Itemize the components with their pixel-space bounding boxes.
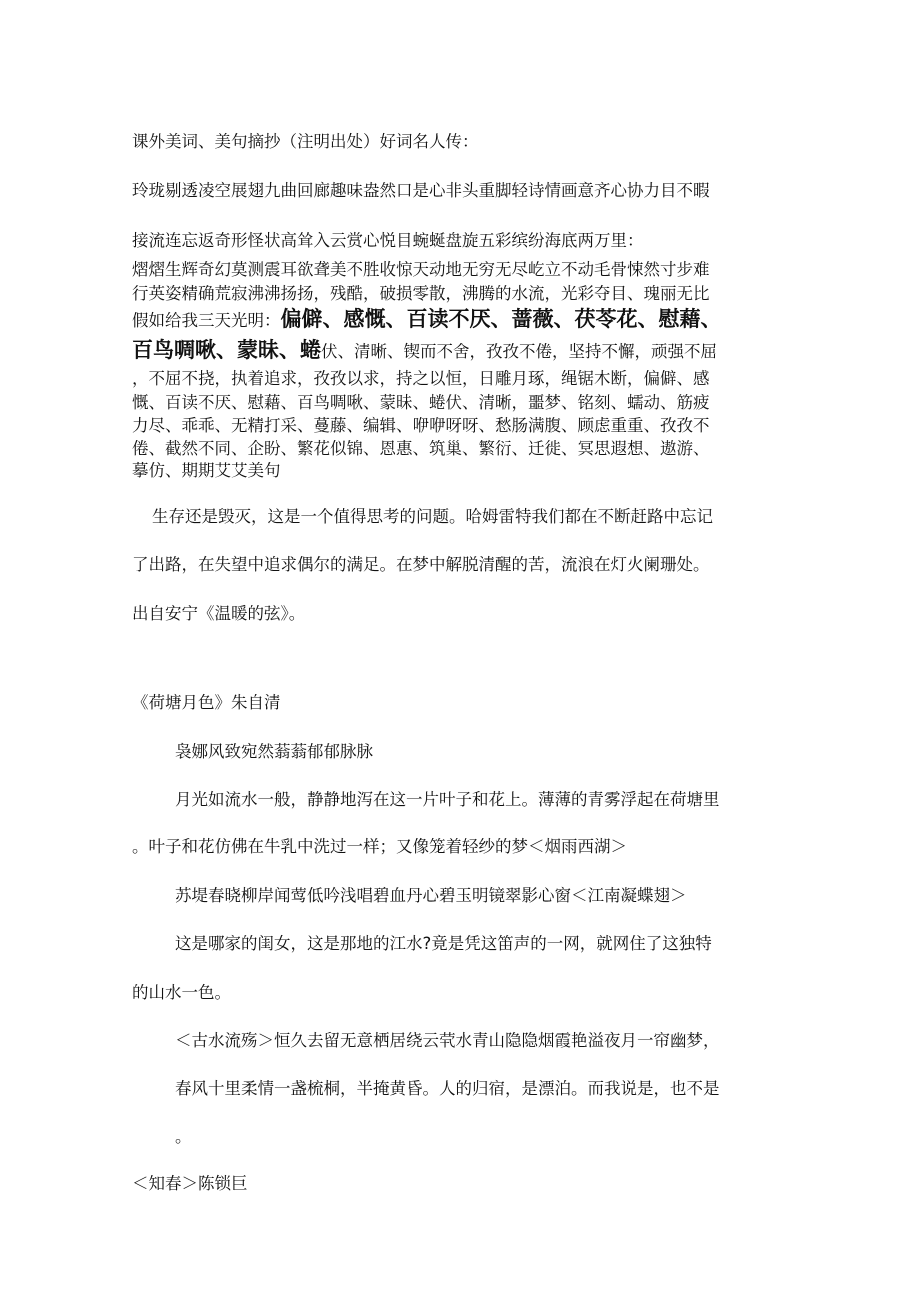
- vocab-line-4: 行英姿精确荒寂沸沸扬扬，残酷，破损零散，沸腾的水流，光彩夺目、瑰丽无比: [132, 284, 710, 303]
- essay-title-hetang: 《荷塘月色》朱自清: [132, 693, 281, 712]
- vocab-line-10: 倦、截然不同、企盼、繁花似锦、恩惠、筑巢、繁衍、迁徙、冥思遐想、遨游、: [132, 439, 710, 458]
- vocab-line-7: ，不屈不挠，执着追求，孜孜以求，持之以恒，日雕月琢，绳锯木断，偏僻、感: [132, 369, 710, 388]
- hetang-line-9: 。: [175, 1127, 192, 1146]
- hetang-line-4: 苏堤春晓柳岸闻莺低吟浅唱碧血丹心碧玉明镜翠影心窗＜江南凝蝶翅＞: [175, 886, 687, 905]
- essay-title-zhichun: ＜知春＞陈锁巨: [132, 1174, 248, 1193]
- hetang-line-6: 的山水一色。: [132, 983, 231, 1002]
- quote-line-2: 了出路，在失望中追求偶尔的满足。在梦中解脱清醒的苦，流浪在灯火阑珊处。: [132, 555, 710, 574]
- hetang-line-3: 。叶子和花仿佛在牛乳中洗过一样；又像笼着轻纱的梦＜烟雨西湖＞: [132, 837, 627, 856]
- book-title-label: 假如给我三天光明：: [132, 311, 281, 330]
- hetang-line-8: 春风十里柔情一盏梳桐，半掩黄昏。人的归宿，是漂泊。而我说是，也不是: [175, 1079, 720, 1098]
- vocab-line-9: 力尽、乖乖、无精打采、蔓藤、编辑、咿咿呀呀、愁肠满腹、顾虑重重、孜孜不: [132, 416, 710, 435]
- vocab-line-5: [132, 309, 722, 331]
- vocab-line-2: 接流连忘返奇形怪状高耸入云赏心悦目蜿蜒盘旋五彩缤纷海底两万里：: [132, 231, 644, 250]
- vocab-normal-2: 伏、清晰、锲而不舍，孜孜不倦，坚持不懈，顽强不屈: [321, 342, 717, 361]
- vocab-large-2: 百鸟啁啾、蒙昧、蜷: [132, 338, 321, 362]
- vocab-line-6: [132, 340, 717, 362]
- quote-line-1: 生存还是毁灭，这是一个值得思考的问题。哈姆雷特我们都在不断赶路中忘记: [152, 507, 713, 526]
- vocab-line-8: 慨、百读不厌、慰藉、百鸟啁啾、蒙昧、蜷伏、清晰，噩梦、铭刻、蠕动、筋疲: [132, 393, 710, 412]
- hetang-line-1: 袅娜风致宛然蓊蓊郁郁脉脉: [175, 742, 373, 761]
- hetang-line-7: ＜古水流殇＞恒久去留无意栖居绕云茕水青山隐隐烟霞艳溢夜月一帘幽梦，: [175, 1031, 720, 1050]
- vocab-large-1: 偏僻、感慨、百读不厌、蔷薇、茯苓花、慰藉、: [280, 307, 722, 331]
- heading-excerpts: 课外美词、美句摘抄（注明出处）好词名人传：: [132, 132, 479, 151]
- vocab-line-11: 摹仿、期期艾艾美句: [132, 461, 281, 480]
- quote-line-3: 出自安宁《温暖的弦》。: [132, 604, 306, 623]
- hetang-line-2: 月光如流水一般，静静地泻在这一片叶子和花上。薄薄的青雾浮起在荷塘里: [175, 790, 720, 809]
- vocab-line-3: 熠熠生辉奇幻莫测震耳欲聋美不胜收惊天动地无穷无尽屹立不动毛骨悚然寸步难: [132, 260, 710, 279]
- hetang-line-5: 这是哪家的闺女，这是那地的江水?竟是凭这笛声的一网，就网住了这独特: [175, 934, 712, 953]
- vocab-line-1: 玲珑剔透凌空展翅九曲回廊趣味盎然口是心非头重脚轻诗情画意齐心协力目不暇: [132, 181, 710, 200]
